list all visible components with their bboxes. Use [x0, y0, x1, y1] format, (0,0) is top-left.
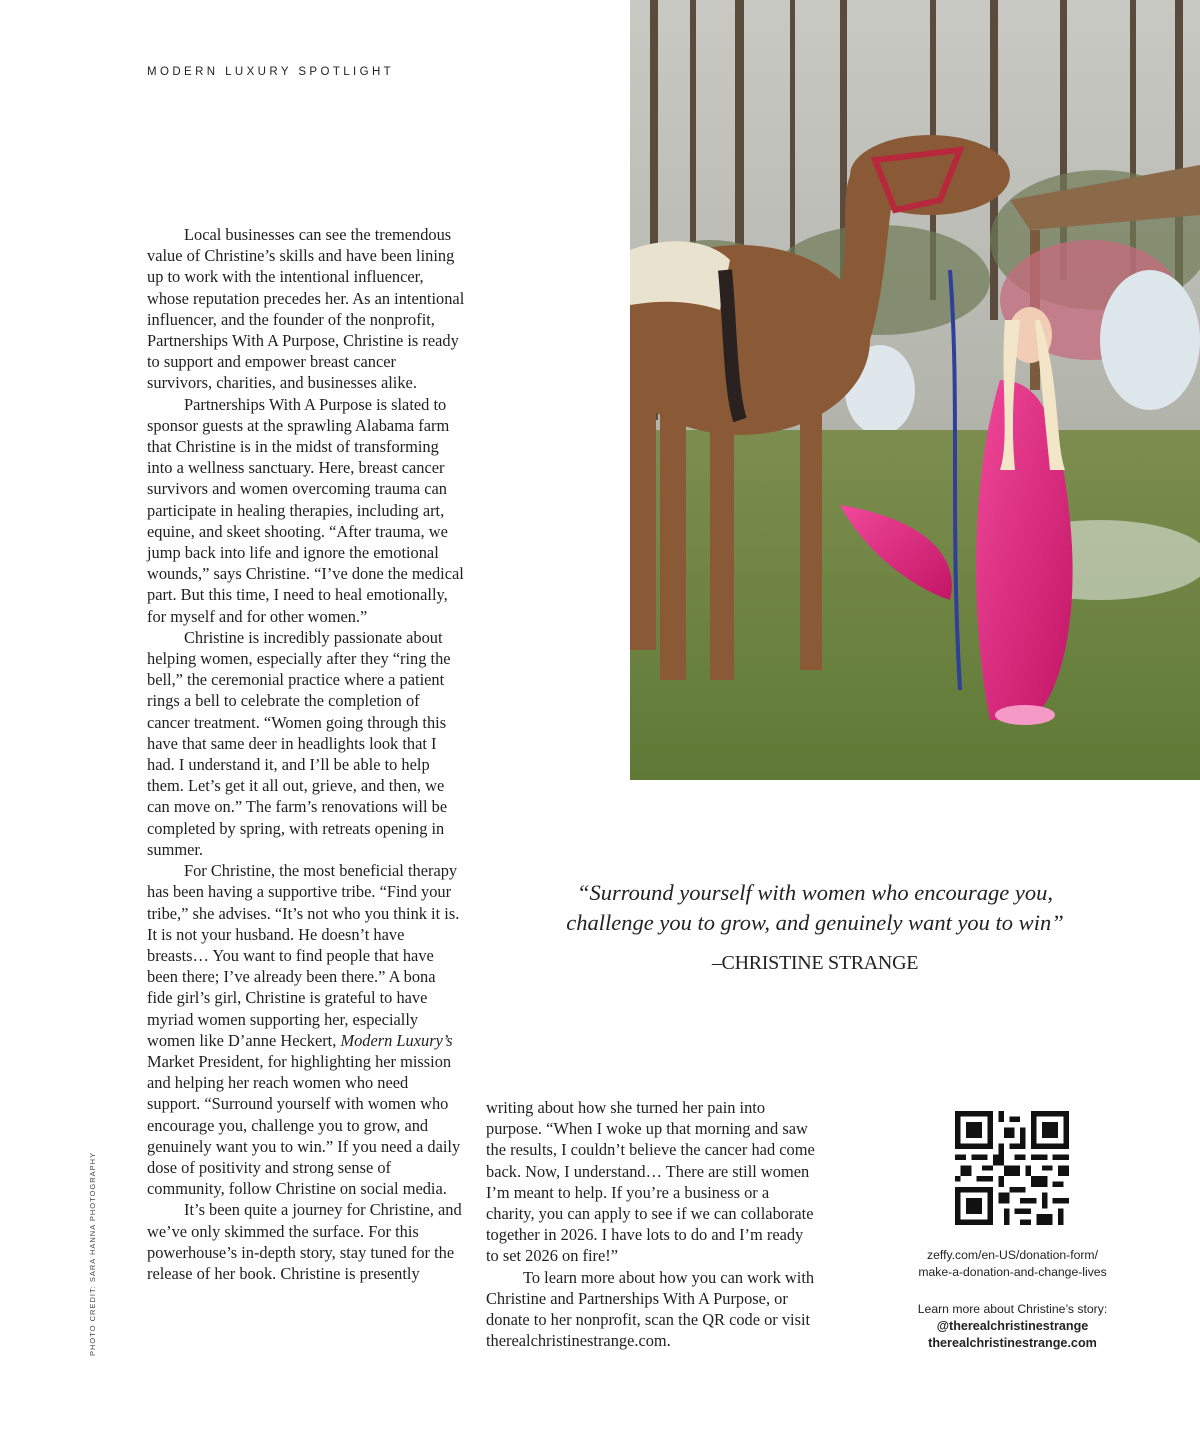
section-kicker: MODERN LUXURY SPOTLIGHT	[147, 66, 395, 78]
paragraph	[147, 860, 465, 1199]
pull-quote-line-2: challenge you to grow, and genuinely want you to win”	[566, 910, 1064, 935]
article-column-2	[486, 1097, 816, 1351]
pull-quote-line-1: “Surround yourself with women who encourage you,	[576, 880, 1053, 905]
paragraph: Christine is incredibly passionate about helping women, especially after they “ring the bell,” the ceremonial practice where a patient rings a bell to celebrate the completion of cancer treatment. “Women going through this have that same deer in headlights look that I had. I understand it, and I’ll be able to help them. Let’s get it all out, grieve, and then, we can move on.” The farm’s renovations will be completed by spring, with retreats opening in summer.	[147, 627, 451, 859]
pull-quote-attribution: –CHRISTINE STRANGE	[711, 952, 919, 974]
paragraph: Local businesses can see the tremendous value of Christine’s skills and have been lining up to work with the intentional influencer, whose reputation precedes her. As an intentional influencer, and the founder of the nonprofit, Partnerships With A Purpose, Christine is ready to support and empower breast cancer survivors, charities, and businesses alike.	[147, 225, 465, 393]
paragraph-text: For Christine, the most beneficial therapy has been having a supportive tribe. “Find your tribe,” she advises. “It’s not who you think it is. It is not your husband. He doesn’t have breasts… You want to find people that have been there; I’ve already been there.” A bona fide girl’s girl, Christine is grateful to have myriad women supporting her, especially women like D’anne Heckert,	[147, 861, 460, 1050]
feature-photo	[630, 0, 1200, 780]
paragraph: To learn more about how you can work with Christine and Partnerships With A Purpose, or donate to her nonprofit, scan the QR code or visit therealchristinestrange.com.	[486, 1267, 815, 1351]
donation-url-line-1[interactable]: zeffy.com/en-US/donation-form/	[927, 1248, 1098, 1262]
paragraph: writing about how she turned her pain into purpose. “When I woke up that morning and saw the results, I couldn’t believe the cancer had come back. Now, I understand… There are still women I’m meant to help. If you’re a business or a charity, you can apply to see if we can collaborate together in 2026. I have lots to do and I’m ready to set 2026 on fire!”	[486, 1098, 815, 1266]
social-handle[interactable]: @therealchristinestrange	[936, 1319, 1089, 1333]
pull-quote	[560, 878, 1070, 975]
paragraph: It’s been quite a journey for Christine, and we’ve only skimmed the surface. For this powerhouse’s in-depth story, stay tuned for the release of her book. Christine is presently	[147, 1200, 462, 1283]
photo-credit: PHOTO CREDIT: SARA HANNA PHOTOGRAPHY	[88, 1151, 97, 1356]
website-link[interactable]: therealchristinestrange.com	[928, 1336, 1097, 1350]
qr-code-icon[interactable]	[955, 1111, 1069, 1225]
article-column-1	[147, 224, 465, 1284]
paragraph: Partnerships With A Purpose is slated to sponsor guests at the sprawling Alabama farm that Christine is in the midst of transforming into a wellness sanctuary. Here, breast cancer survivors and women overcoming trauma can participate in healing therapies, including art, equine, and skeet shooting. “After trauma, we jump back into life and ignore the emotional wounds,” says Christine. “I’ve done the medical part. But this time, I need to heal emotionally, for myself and for other women.”	[147, 394, 464, 626]
donation-url-line-2[interactable]: make-a-donation-and-change-lives	[918, 1265, 1107, 1279]
camel-and-woman-illustration	[630, 0, 1200, 780]
publication-name: Modern Luxury’s	[340, 1030, 453, 1050]
donation-url[interactable]	[880, 1247, 1145, 1281]
paragraph-text: Market President, for highlighting her mission and helping her reach women who need support. “Surround yourself with women who encourage you, challenge you to grow, and genuinely want you to win.” If you need a daily dose of positivity and strong sense of community, follow Christine on social media.	[147, 1051, 461, 1199]
learn-more-block	[880, 1301, 1145, 1352]
learn-more-text: Learn more about Christine’s story:	[917, 1302, 1108, 1316]
